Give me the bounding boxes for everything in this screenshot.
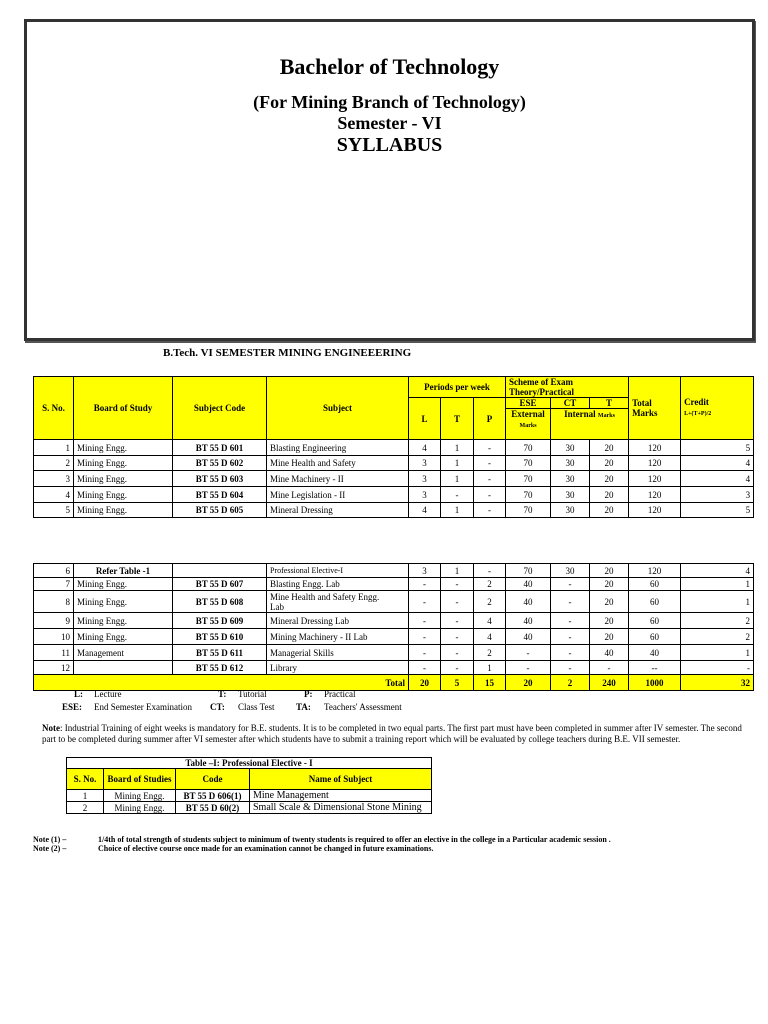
table-row — [34, 456, 754, 471]
cell-sno: 6 — [34, 564, 74, 578]
elective-header-code: Code — [176, 769, 250, 790]
cell-ta: 20 — [590, 613, 629, 629]
footnote-label: Note (1) – — [33, 835, 67, 844]
cell-code — [173, 564, 267, 578]
cell-code: BT 55 D 604 — [173, 487, 267, 503]
header-ct: CT — [551, 398, 590, 409]
cell-ct: 30 — [551, 471, 590, 487]
cell-board: Management — [74, 645, 173, 661]
cell-total: 120 — [629, 564, 681, 578]
cell-ta: - — [590, 661, 629, 675]
cell-sno: 4 — [34, 487, 74, 503]
elective-row — [67, 790, 432, 802]
cell-ta: 20 — [590, 578, 629, 591]
cell-board — [74, 661, 173, 675]
cell-sno: 3 — [34, 471, 74, 487]
cell-ese: 70 — [506, 471, 551, 487]
cell-subject: Managerial Skills — [267, 645, 409, 661]
cell-subject: Mineral Dressing — [267, 503, 409, 518]
footnotes — [33, 835, 753, 853]
header-T: T — [441, 398, 474, 440]
cell-code: BT 55 D 602 — [173, 456, 267, 471]
cell-ct: 30 — [551, 440, 590, 456]
cell-subject: Mineral Dressing Lab — [267, 613, 409, 629]
cell-credit: 5 — [681, 440, 754, 456]
header-sno: S. No. — [34, 377, 74, 440]
header-external-marks: Marks — [519, 423, 537, 429]
header-internal-label: Internal — [564, 409, 596, 419]
cell-credit: 4 — [681, 456, 754, 471]
cell-ta: 20 — [590, 564, 629, 578]
cell-subject — [267, 591, 409, 613]
footnote — [33, 844, 753, 853]
cell-P: 4 — [474, 613, 506, 629]
cell-ct: 30 — [551, 456, 590, 471]
semester-heading: B.Tech. VI SEMESTER MINING ENGINEEERING — [163, 347, 412, 359]
cell-T: - — [441, 487, 474, 503]
cell-total: 120 — [629, 456, 681, 471]
cell-board: Mining Engg. — [74, 591, 173, 613]
cell-T: - — [441, 661, 474, 675]
cell-board: Mining Engg. — [74, 503, 173, 518]
elective-header-name: Name of Subject — [250, 769, 432, 790]
cell-credit: 2 — [681, 629, 754, 645]
cell-ta: 20 — [590, 456, 629, 471]
cell-subject: Blasting Engineering — [267, 440, 409, 456]
cell-sno: 2 — [34, 456, 74, 471]
elective-table — [66, 757, 432, 814]
total-P: 15 — [474, 675, 506, 691]
table-row — [34, 591, 754, 613]
cell-code: BT 55 D 601 — [173, 440, 267, 456]
legend-key: T: — [218, 689, 227, 699]
legend-value: End Semester Examination — [94, 702, 192, 712]
total-label: Total — [34, 675, 409, 691]
cell-credit: 4 — [681, 471, 754, 487]
cell-total: 120 — [629, 503, 681, 518]
cell-P: 1 — [474, 661, 506, 675]
cell-ta: 20 — [590, 487, 629, 503]
table-row — [34, 487, 754, 503]
cell-sno: 11 — [34, 645, 74, 661]
table-row — [34, 613, 754, 629]
legend-value: Tutorial — [238, 689, 267, 699]
document-subtitle: (For Mining Branch of Technology) — [253, 92, 526, 112]
cell-board: Mining Engg. — [74, 578, 173, 591]
legend-key: TA: — [296, 702, 311, 712]
header-ta: T — [590, 398, 629, 409]
legend-row — [60, 702, 460, 716]
cell-L: - — [409, 591, 441, 613]
header-total: Total Marks — [629, 377, 681, 440]
legend-key: CT: — [210, 702, 225, 712]
cell-ct: - — [551, 661, 590, 675]
cell-credit: 5 — [681, 503, 754, 518]
cell-ta: 20 — [590, 440, 629, 456]
scheme-table-part-1 — [33, 376, 754, 518]
cell-subject: Mining Machinery - II Lab — [267, 629, 409, 645]
total-marks: 1000 — [629, 675, 681, 691]
cell-sno: 10 — [34, 629, 74, 645]
cell-board: Mining Engg. — [74, 440, 173, 456]
table-row — [34, 471, 754, 487]
cell-ct: 30 — [551, 503, 590, 518]
cell-L: 3 — [409, 456, 441, 471]
cell-L: - — [409, 629, 441, 645]
header-code: Subject Code — [173, 377, 267, 440]
cell-T: 1 — [441, 471, 474, 487]
cell-L: 3 — [409, 564, 441, 578]
cell-L: 3 — [409, 487, 441, 503]
header-L: L — [409, 398, 441, 440]
elective-header-board: Board of Studies — [104, 769, 176, 790]
elective-name: Small Scale & Dimensional Stone Mining — [250, 802, 432, 814]
elective-table-caption: Table –I: Professional Elective - I — [67, 758, 432, 769]
total-ct: 2 — [551, 675, 590, 691]
cell-total: 60 — [629, 591, 681, 613]
cell-ese: - — [506, 645, 551, 661]
total-L: 20 — [409, 675, 441, 691]
elective-name: Mine Management — [250, 790, 432, 802]
header-scheme-label: Scheme of Exam — [509, 377, 574, 387]
cell-L: - — [409, 578, 441, 591]
cell-P: - — [474, 440, 506, 456]
cell-board: Refer Table -1 — [74, 564, 173, 578]
cell-sno: 8 — [34, 591, 74, 613]
legend-value: Lecture — [94, 689, 122, 699]
cell-ta: 20 — [590, 591, 629, 613]
cell-credit: 4 — [681, 564, 754, 578]
cell-P: - — [474, 456, 506, 471]
header-periods: Periods per week — [409, 377, 506, 398]
footnote-text: Choice of elective course once made for an examination cannot be changed in future examinations. — [98, 844, 434, 853]
cell-board: Mining Engg. — [74, 471, 173, 487]
cell-ta: 20 — [590, 471, 629, 487]
legend — [60, 689, 460, 716]
header-board: Board of Study — [74, 377, 173, 440]
header-P: P — [474, 398, 506, 440]
table-row — [34, 564, 754, 578]
cell-sno: 5 — [34, 503, 74, 518]
semester-label: Semester - VI — [337, 113, 442, 133]
cell-credit: 3 — [681, 487, 754, 503]
cell-code: BT 55 D 607 — [173, 578, 267, 591]
legend-key: P: — [304, 689, 313, 699]
cell-total: 120 — [629, 471, 681, 487]
legend-row — [60, 689, 460, 701]
header-external — [506, 409, 551, 440]
cell-P: - — [474, 503, 506, 518]
cell-board: Mining Engg. — [74, 487, 173, 503]
cell-ct: - — [551, 613, 590, 629]
cell-T: - — [441, 645, 474, 661]
elective-board: Mining Engg. — [104, 790, 176, 802]
header-scheme — [506, 377, 629, 398]
footnote-text: 1/4th of total strength of students subject to minimum of twenty students is required to offer an elective in the college in a Particular academic session . — [98, 835, 611, 844]
cell-ct: 30 — [551, 487, 590, 503]
footnote — [33, 835, 753, 844]
syllabus-label: SYLLABUS — [336, 134, 443, 156]
cell-L: 4 — [409, 503, 441, 518]
elective-code: BT 55 D 60(2) — [176, 802, 250, 814]
cell-ese: 70 — [506, 564, 551, 578]
cell-total: 40 — [629, 645, 681, 661]
header-credit — [681, 377, 754, 440]
title-box — [24, 19, 755, 341]
cell-L: 4 — [409, 440, 441, 456]
cell-ct: - — [551, 578, 590, 591]
cell-P: 2 — [474, 591, 506, 613]
elective-row — [67, 802, 432, 814]
cell-sno: 1 — [34, 440, 74, 456]
cell-P: - — [474, 471, 506, 487]
cell-L: - — [409, 661, 441, 675]
cell-total: -- — [629, 661, 681, 675]
cell-subject: Blasting Engg. Lab — [267, 578, 409, 591]
header-internal-marks: Marks — [597, 413, 615, 419]
cell-board: Mining Engg. — [74, 629, 173, 645]
cell-T: - — [441, 578, 474, 591]
cell-sno: 9 — [34, 613, 74, 629]
cell-total: 60 — [629, 629, 681, 645]
table-row — [34, 629, 754, 645]
legend-value: Teachers' Assessment — [324, 702, 402, 712]
cell-code: BT 55 D 611 — [173, 645, 267, 661]
table-row — [34, 503, 754, 518]
cell-subject: Professional Elective-I — [267, 564, 409, 578]
total-ese: 20 — [506, 675, 551, 691]
cell-T: 1 — [441, 564, 474, 578]
header-credit-formula: L+(T+P)/2 — [684, 411, 712, 417]
cell-ese: 70 — [506, 503, 551, 518]
total-credit: 32 — [681, 675, 754, 691]
cell-P: - — [474, 487, 506, 503]
cell-total: 60 — [629, 578, 681, 591]
cell-ct: - — [551, 645, 590, 661]
cell-credit: 1 — [681, 578, 754, 591]
cell-T: - — [441, 591, 474, 613]
elective-header-sno: S. No. — [67, 769, 104, 790]
legend-value: Class Test — [238, 702, 275, 712]
cell-ese: 40 — [506, 591, 551, 613]
cell-subject-line: Lab — [270, 601, 284, 612]
elective-sno: 2 — [67, 802, 104, 814]
note-text: : Industrial Training of eight weeks is mandatory for B.E. students. It is to be completed in two equal parts. The first part must have been completed in summer after IV semester. The second part to be completed during summer after VI semester after which students have to submit a training report which will be evaluated by college teachers during B.E. VII semester. — [42, 723, 742, 744]
cell-total: 120 — [629, 440, 681, 456]
cell-T: 1 — [441, 503, 474, 518]
cell-credit: - — [681, 661, 754, 675]
header-external-label: External — [511, 409, 545, 419]
cell-board: Mining Engg. — [74, 456, 173, 471]
note-label: Note — [42, 723, 60, 733]
document-title: Bachelor of Technology — [279, 54, 500, 79]
cell-sno: 12 — [34, 661, 74, 675]
elective-board: Mining Engg. — [104, 802, 176, 814]
cell-T: 1 — [441, 440, 474, 456]
cell-code: BT 55 D 610 — [173, 629, 267, 645]
header-credit-label: Credit — [684, 397, 709, 407]
cell-ese: 70 — [506, 487, 551, 503]
cell-ese: 40 — [506, 578, 551, 591]
cell-code: BT 55 D 612 — [173, 661, 267, 675]
cell-total: 60 — [629, 613, 681, 629]
cell-board: Mining Engg. — [74, 613, 173, 629]
legend-key: L: — [74, 689, 83, 699]
cell-ese: 40 — [506, 613, 551, 629]
cell-ese: - — [506, 661, 551, 675]
cell-ct: - — [551, 629, 590, 645]
cell-ese: 70 — [506, 440, 551, 456]
cell-sno: 7 — [34, 578, 74, 591]
cell-credit: 2 — [681, 613, 754, 629]
cell-code: BT 55 D 603 — [173, 471, 267, 487]
cell-P: - — [474, 564, 506, 578]
cell-L: - — [409, 613, 441, 629]
cell-credit: 1 — [681, 591, 754, 613]
cell-ct: - — [551, 591, 590, 613]
cell-subject: Library — [267, 661, 409, 675]
cell-subject: Mine Legislation - II — [267, 487, 409, 503]
scheme-table-part-2 — [33, 563, 754, 691]
cell-P: 2 — [474, 645, 506, 661]
table-row — [34, 645, 754, 661]
cell-ese: 40 — [506, 629, 551, 645]
table-row — [34, 440, 754, 456]
total-ta: 240 — [590, 675, 629, 691]
cell-ese: 70 — [506, 456, 551, 471]
table-row — [34, 578, 754, 591]
header-subject: Subject — [267, 377, 409, 440]
elective-code: BT 55 D 606(1) — [176, 790, 250, 802]
cell-code: BT 55 D 608 — [173, 591, 267, 613]
cell-code: BT 55 D 609 — [173, 613, 267, 629]
cell-P: 4 — [474, 629, 506, 645]
table-row — [34, 661, 754, 675]
cell-credit: 1 — [681, 645, 754, 661]
legend-key: ESE: — [62, 702, 83, 712]
training-note — [42, 723, 742, 745]
cell-T: 1 — [441, 456, 474, 471]
cell-P: 2 — [474, 578, 506, 591]
cell-code: BT 55 D 605 — [173, 503, 267, 518]
cell-ta: 20 — [590, 503, 629, 518]
cell-ct: 30 — [551, 564, 590, 578]
cell-ta: 40 — [590, 645, 629, 661]
footnote-label: Note (2) – — [33, 844, 67, 853]
cell-subject: Mine Machinery - II — [267, 471, 409, 487]
cell-subject-line: Mine Health and Safety Engg. — [270, 591, 380, 602]
cell-T: - — [441, 629, 474, 645]
total-T: 5 — [441, 675, 474, 691]
cell-T: - — [441, 613, 474, 629]
cell-total: 120 — [629, 487, 681, 503]
header-ese: ESE — [506, 398, 551, 409]
cell-L: - — [409, 645, 441, 661]
cell-L: 3 — [409, 471, 441, 487]
cell-subject: Mine Health and Safety — [267, 456, 409, 471]
cell-ta: 20 — [590, 629, 629, 645]
legend-value: Practical — [324, 689, 356, 699]
elective-sno: 1 — [67, 790, 104, 802]
header-theory-label: Theory/Practical — [509, 387, 575, 397]
header-internal — [551, 409, 629, 440]
